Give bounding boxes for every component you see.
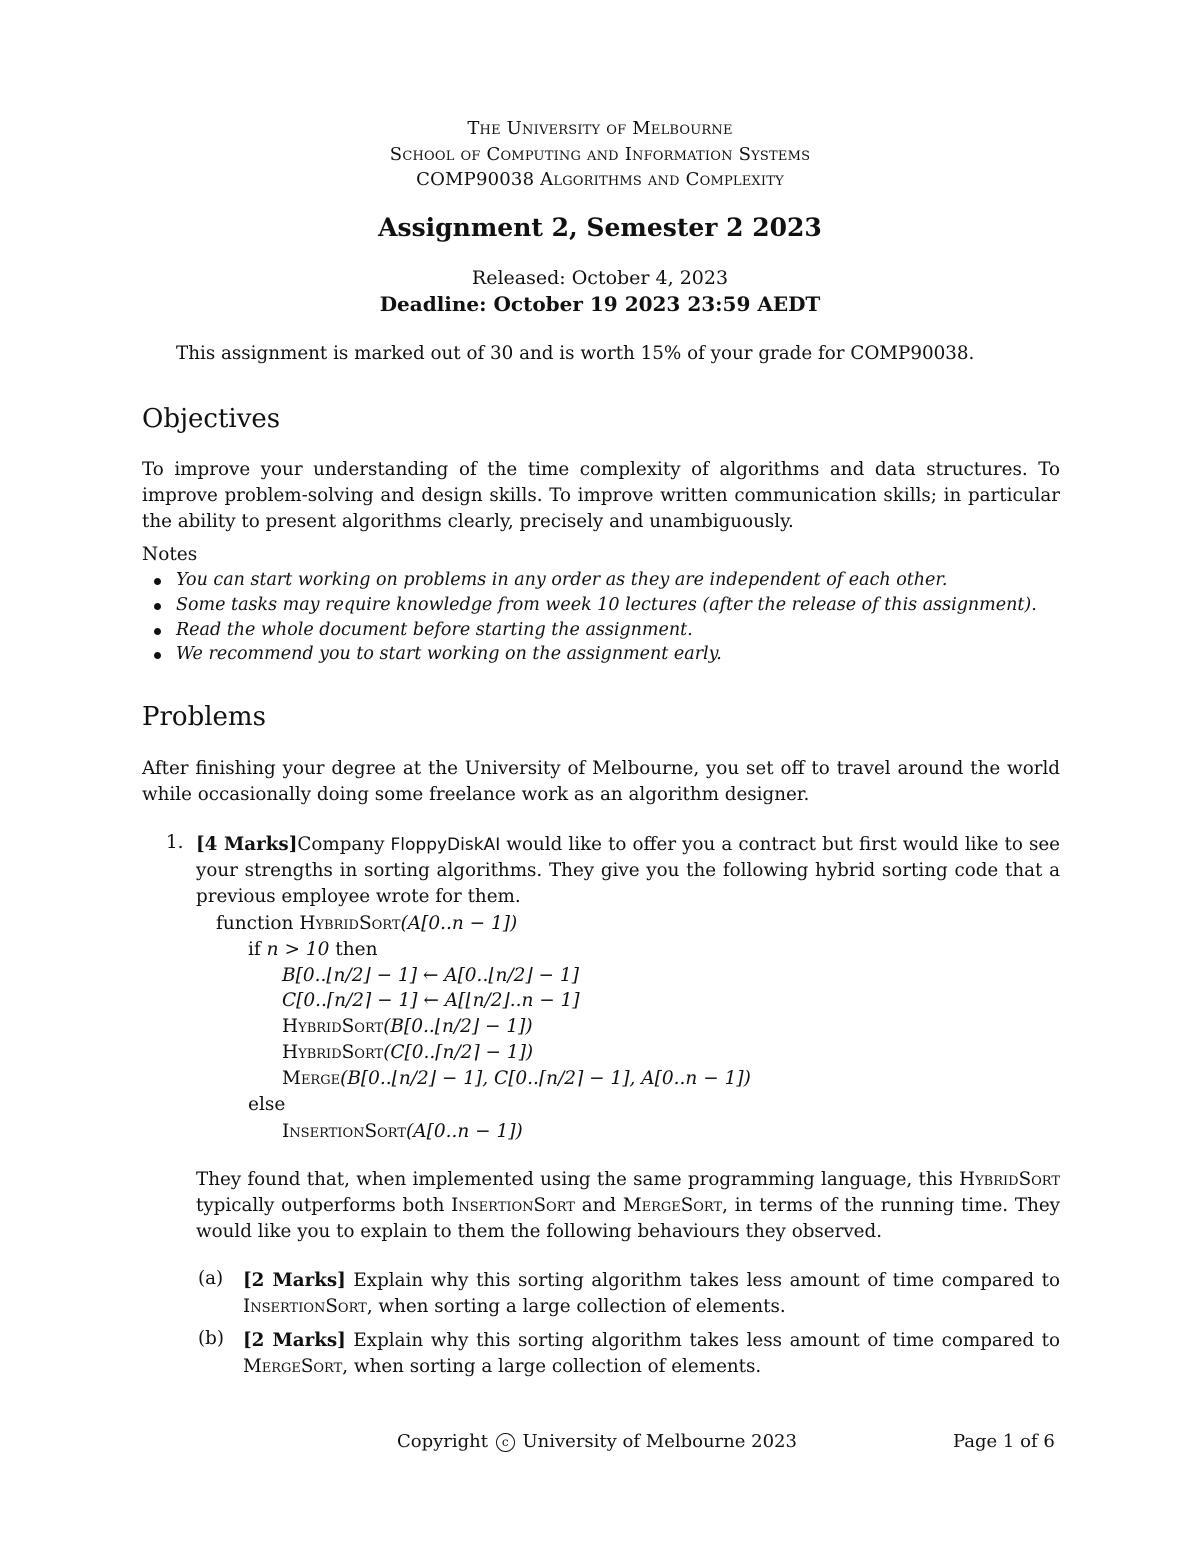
bullet-icon: [154, 603, 161, 610]
code-line-4: C[0..⌈n/2⌉ − 1] ← A[⌊n/2⌋..n − 1]: [282, 990, 580, 1011]
subquestion-label: (b): [198, 1328, 224, 1349]
note-item: We recommend you to start working on the assignment early.: [176, 644, 722, 664]
school-name: School of Computing and Information Systems: [389, 144, 811, 165]
note-item: You can start working on problems in any order as they are independent of each other.: [176, 570, 947, 590]
problem-number: 1.: [166, 832, 184, 853]
subquestion-a-text: [2 Marks] Explain why this sorting algorithm takes less amount of time compared to InsertionSort, when sorting a large collection of elements.: [243, 1270, 1060, 1317]
bullet-icon: [154, 628, 161, 635]
deadline: Deadline: October 19 2023 23:59 AEDT: [379, 292, 821, 316]
company-name: FloppyDiskAI: [390, 835, 501, 855]
objectives-heading: Objectives: [142, 404, 281, 434]
copyright-notice: Copyright c University of Melbourne 2023: [397, 1431, 797, 1452]
intro-text: This assignment is marked out of 30 and is worth 15% of your grade for COMP90038.: [176, 343, 975, 364]
note-item: Some tasks may require knowledge from week 10 lectures (after the release of this assignment).: [176, 595, 1037, 615]
code-line-1: function HybridSort(A[0..n − 1]): [216, 913, 518, 934]
code-line-6: HybridSort(C[0..⌈n/2⌉ − 1]): [282, 1042, 534, 1063]
objectives-text: To improve your understanding of the time complexity of algorithms and data structures. To improve problem-solving and design skills. To improve written communication skills; in particular the ability to present algorithms clearly, precisely and unambiguously.: [142, 459, 1060, 532]
code-line-5: HybridSort(B[0..⌊n/2⌋ − 1]): [282, 1016, 533, 1037]
code-line-8: else: [248, 1094, 286, 1115]
code-line-3: B[0..⌊n/2⌋ − 1] ← A[0..⌊n/2⌋ − 1]: [282, 965, 579, 986]
course-name: COMP90038 Algorithms and Complexity: [416, 169, 784, 190]
bullet-icon: [154, 652, 161, 659]
code-line-7: Merge(B[0..⌊n/2⌋ − 1], C[0..⌈n/2⌉ − 1], A[0..n − 1]): [282, 1068, 751, 1089]
notes-heading: Notes: [142, 544, 198, 565]
subquestion-label: (a): [198, 1268, 224, 1289]
page-number: Page 1 of 6: [953, 1431, 1055, 1452]
copyright-icon: c: [496, 1433, 515, 1452]
subquestion-b-text: [2 Marks] Explain why this sorting algorithm takes less amount of time compared to MergeSort, when sorting a large collection of elements.: [243, 1330, 1060, 1377]
problems-intro: After finishing your degree at the University of Melbourne, you set off to travel around the world while occasionally doing some freelance work as an algorithm designer.: [142, 758, 1060, 805]
note-item: Read the whole document before starting the assignment.: [176, 620, 693, 640]
bullet-icon: [154, 578, 161, 585]
code-line-2: if n > 10 then: [248, 939, 378, 960]
assignment-title: Assignment 2, Semester 2 2023: [378, 213, 822, 242]
code-line-9: InsertionSort(A[0..n − 1]): [282, 1121, 523, 1142]
problems-heading: Problems: [142, 702, 266, 732]
problem-1-text: [4 Marks]Company FloppyDiskAI would like to offer you a contract but first would like to see your strengths in sorting algorithms. They give you the following hybrid sorting code that a previous employee wrote for them.: [196, 834, 1061, 907]
problem-1-followup: They found that, when implemented using the same programming language, this HybridSort typically outperforms both InsertionSort and MergeSort, in terms of the running time. They would like you to explain to them the following behaviours they observed.: [196, 1169, 1060, 1242]
university-name: The University of Melbourne: [467, 118, 733, 139]
release-date: Released: October 4, 2023: [471, 267, 729, 289]
